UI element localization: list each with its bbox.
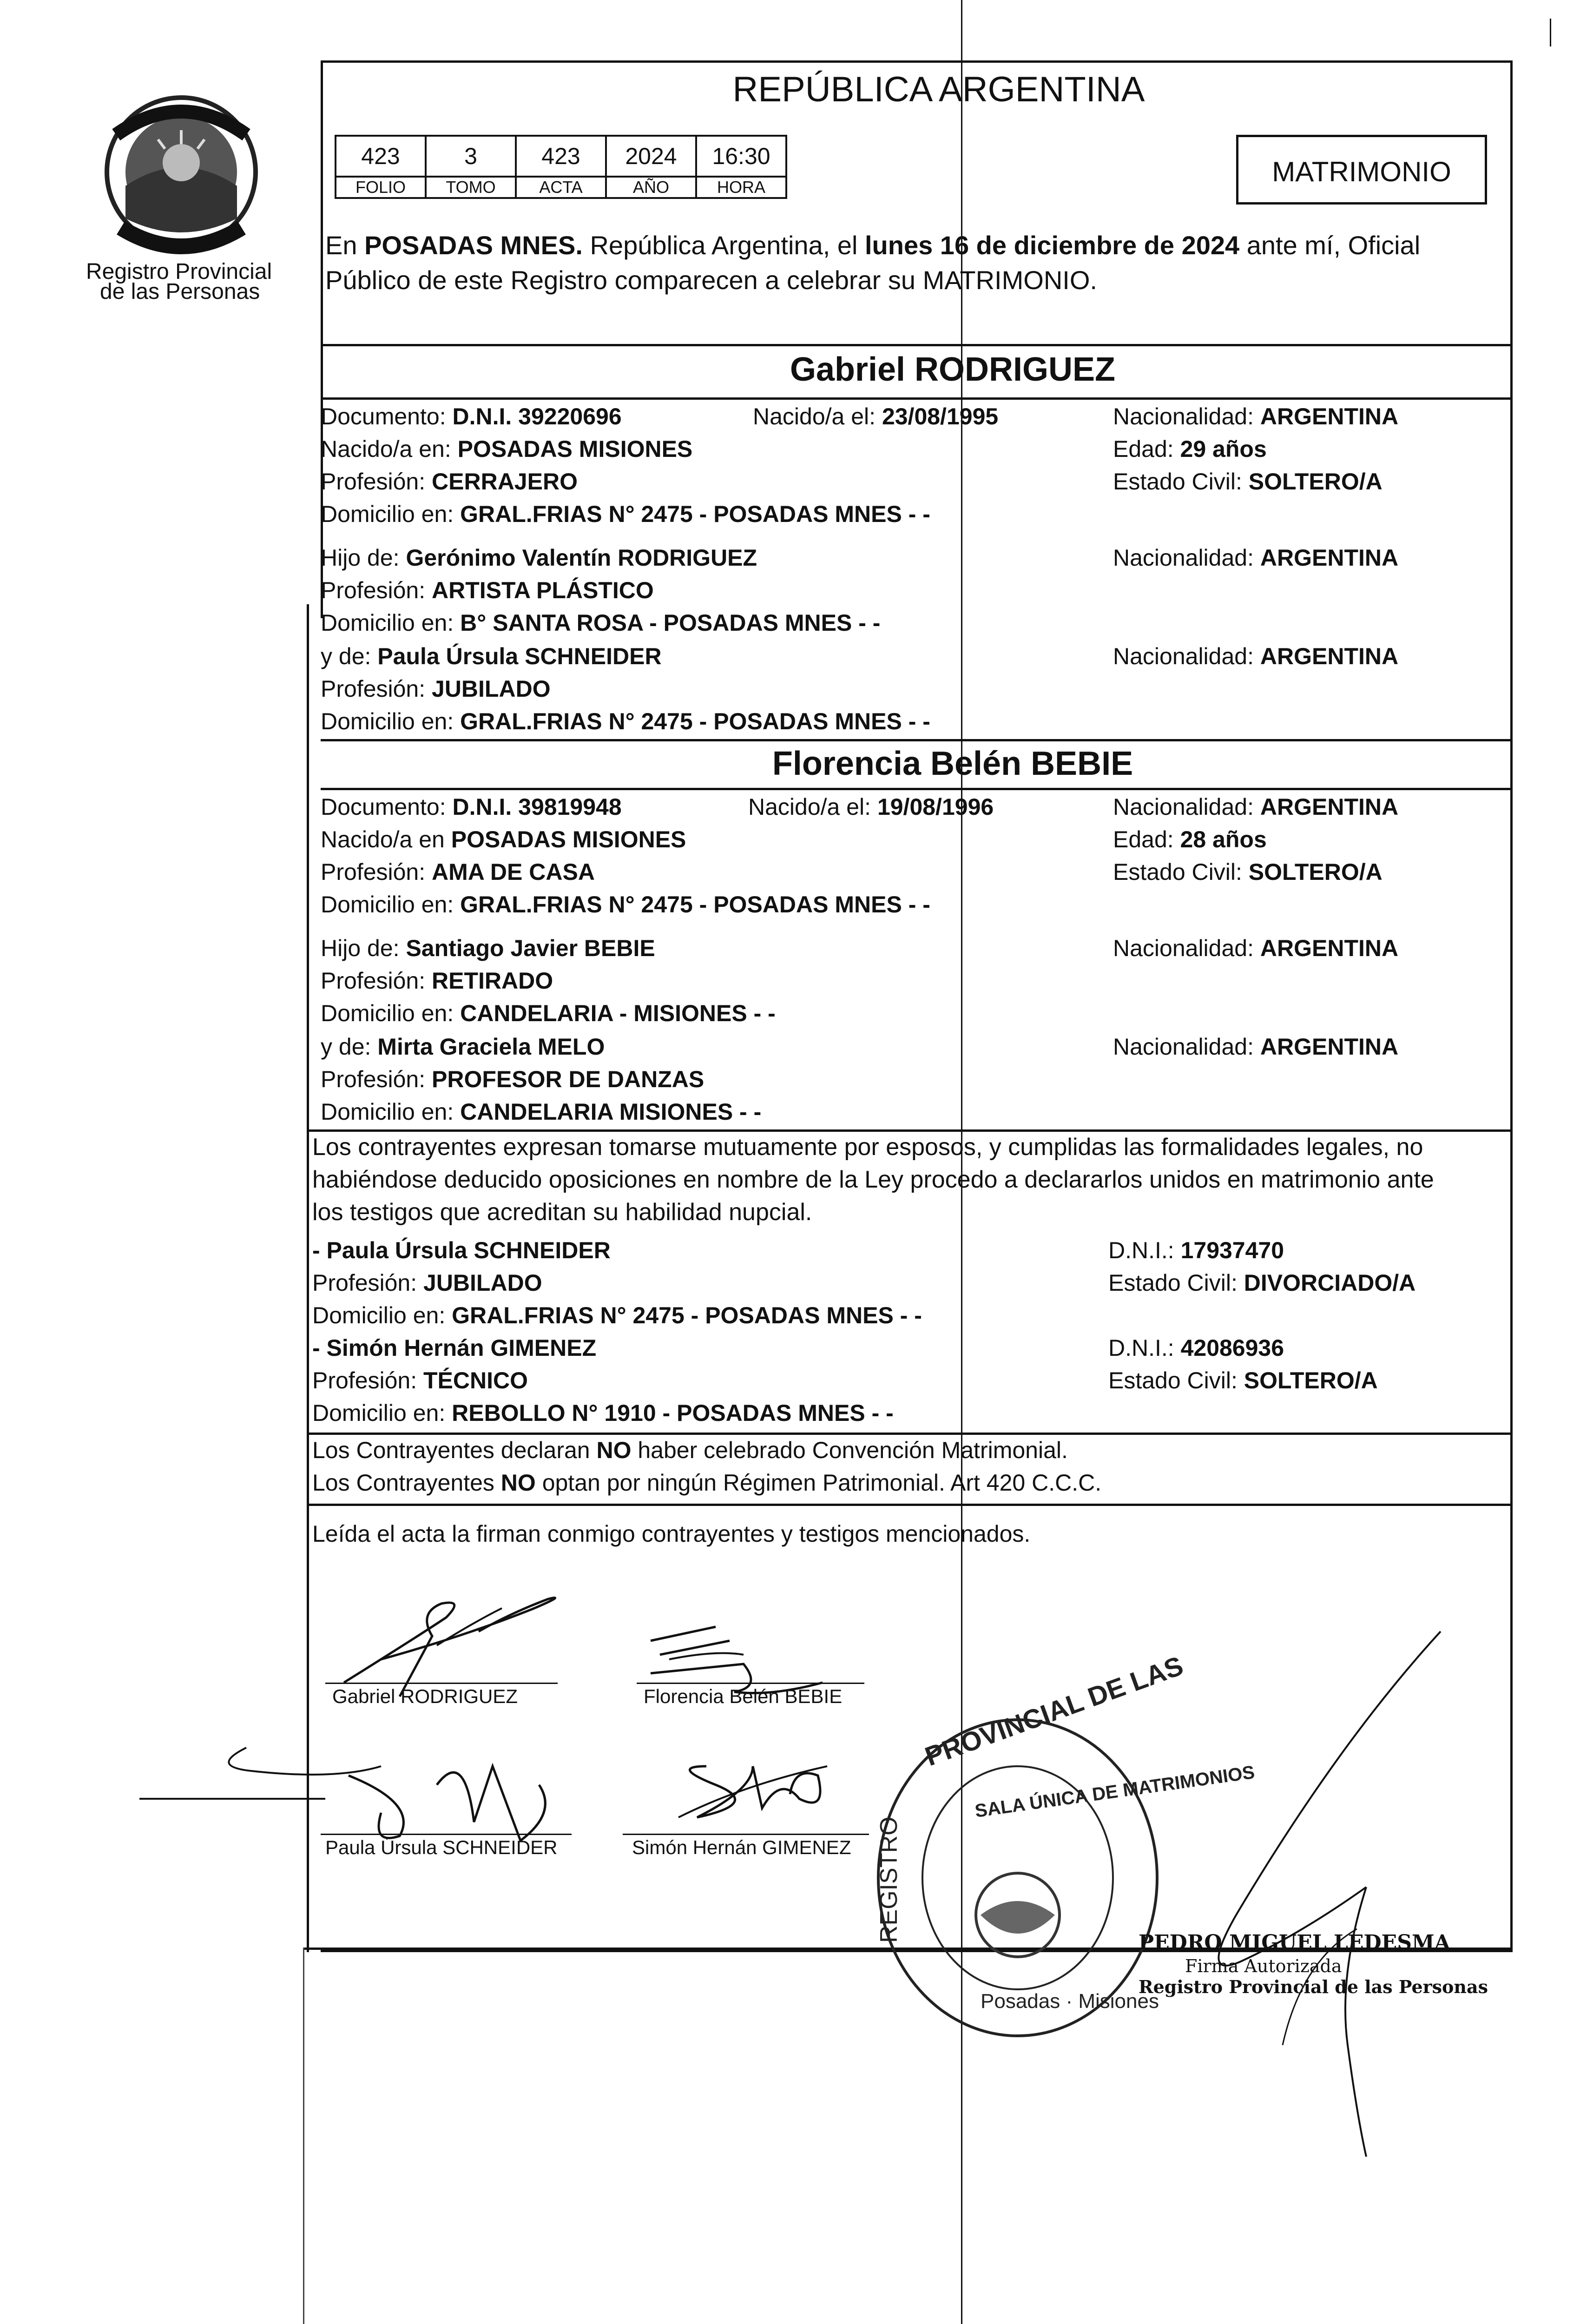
anio-label: AÑO	[606, 177, 696, 198]
scan-line-left	[303, 1948, 304, 2324]
bride-mother-nationality: Nacionalidad: ARGENTINA	[1113, 1034, 1399, 1060]
witness2-address: Domicilio en: REBOLLO N° 1910 - POSADAS MNES - -	[312, 1400, 894, 1426]
groom-birthplace: Nacido/a en: POSADAS MISIONES	[321, 436, 693, 462]
witness2-profession: Profesión: TÉCNICO	[312, 1367, 528, 1393]
bride-profession: Profesión: AMA DE CASA	[321, 859, 595, 885]
intro-place: POSADAS MNES.	[364, 231, 583, 260]
tomo-label: TOMO	[426, 177, 516, 198]
groom-mother-profession: Profesión: JUBILADO	[321, 676, 551, 702]
bride-age: Edad: 28 años	[1113, 826, 1267, 852]
groom-name: Gabriel RODRIGUEZ	[790, 351, 1116, 388]
official-name: PEDRO MIGUEL LEDESMA	[1139, 1931, 1450, 1954]
bride-mother-profession: Profesión: PROFESOR DE DANZAS	[321, 1066, 704, 1092]
groom-signature-label: Gabriel RODRIGUEZ	[332, 1685, 518, 1707]
svg-text:REGISTRO: REGISTRO	[876, 1816, 902, 1943]
act-type-box	[1236, 135, 1487, 205]
bride-address: Domicilio en: GRAL.FRIAS N° 2475 - POSADAS MNES - -	[321, 891, 930, 918]
witness1-profession: Profesión: JUBILADO	[312, 1270, 542, 1296]
registry-table	[335, 135, 787, 199]
act-type: MATRIMONIO	[1272, 156, 1451, 187]
svg-text:Posadas · Misiones: Posadas · Misiones	[981, 1990, 1159, 2013]
groom-mother: y de: Paula Úrsula SCHNEIDER	[321, 643, 662, 669]
witness2-name: - Simón Hernán GIMENEZ	[312, 1335, 597, 1361]
anio-value: 2024	[606, 136, 696, 177]
witness1-dni: D.N.I.: 17937470	[1108, 1237, 1284, 1263]
bride-born: Nacido/a el: 19/08/1996	[748, 794, 994, 820]
official-role: Firma Autorizada	[1185, 1956, 1342, 1976]
groom-age: Edad: 29 años	[1113, 436, 1267, 462]
witness2-signature-label: Simón Hernán GIMENEZ	[632, 1836, 851, 1858]
groom-profession: Profesión: CERRAJERO	[321, 469, 578, 495]
official-org: Registro Provincial de las Personas	[1139, 1976, 1488, 1997]
groom-mother-address: Domicilio en: GRAL.FRIAS N° 2475 - POSADAS MNES - -	[321, 708, 930, 734]
groom-father-nationality: Nacionalidad: ARGENTINA	[1113, 545, 1399, 571]
intro-line-1: En POSADAS MNES. República Argentina, el lunes 16 de diciembre de 2024 ante mí, Oficial	[325, 231, 1421, 260]
bride-father-address: Domicilio en: CANDELARIA - MISIONES - -	[321, 1000, 776, 1026]
groom-nationality: Nacionalidad: ARGENTINA	[1113, 403, 1399, 429]
bride-signature-label: Florencia Belén BEBIE	[644, 1685, 843, 1707]
bride-father-profession: Profesión: RETIRADO	[321, 968, 553, 994]
convention-2: Los Contrayentes NO optan por ningún Régimen Patrimonial. Art 420 C.C.C.	[312, 1470, 1102, 1496]
closing-text: Leída el acta la firman conmigo contrayentes y testigos mencionados.	[312, 1521, 1031, 1547]
witness2-dni: D.N.I.: 42086936	[1108, 1335, 1284, 1361]
provincial-emblem-icon	[88, 79, 274, 274]
bride-name: Florencia Belén BEBIE	[772, 745, 1133, 782]
registry-caption-1: Registro Provincial	[86, 259, 272, 284]
witness1-civil: Estado Civil: DIVORCIADO/A	[1108, 1270, 1416, 1296]
bride-mother: y de: Mirta Graciela MELO	[321, 1034, 605, 1060]
svg-text:PROVINCIAL DE LAS: PROVINCIAL DE LAS	[921, 1650, 1187, 1772]
intro-line-2: Público de este Registro comparecen a celebrar su MATRIMONIO.	[325, 265, 1097, 295]
bride-birthplace: Nacido/a en POSADAS MISIONES	[321, 826, 686, 852]
convention-1: Los Contrayentes declaran NO haber celebrado Convención Matrimonial.	[312, 1437, 1068, 1463]
groom-doc: Documento: D.N.I. 39220696	[321, 403, 622, 429]
witness1-signature-label: Paula Úrsula SCHNEIDER	[325, 1836, 558, 1858]
witness1-address: Domicilio en: GRAL.FRIAS N° 2475 - POSADAS MNES - -	[312, 1302, 922, 1328]
witness2-civil: Estado Civil: SOLTERO/A	[1108, 1367, 1378, 1393]
declaration-line-2: habiéndose deducido oposiciones en nombre de la Ley procedo a declararlos unidos en matrimonio ante	[312, 1166, 1434, 1193]
bride-father-nationality: Nacionalidad: ARGENTINA	[1113, 935, 1399, 961]
witness1-name: - Paula Úrsula SCHNEIDER	[312, 1237, 611, 1263]
witness2-signature-icon	[641, 1738, 864, 1831]
svg-text:SALA ÚNICA DE MATRIMONIOS: SALA ÚNICA DE MATRIMONIOS	[974, 1762, 1256, 1822]
groom-address: Domicilio en: GRAL.FRIAS N° 2475 - POSADAS MNES - -	[321, 501, 930, 527]
groom-civil: Estado Civil: SOLTERO/A	[1113, 469, 1382, 495]
declaration-line-3: los testigos que acreditan su habilidad nupcial.	[312, 1199, 812, 1226]
hora-label: HORA	[696, 177, 786, 198]
acta-label: ACTA	[516, 177, 606, 198]
official-signature-icon	[1106, 1627, 1468, 2161]
page-title: REPÚBLICA ARGENTINA	[732, 70, 1145, 109]
groom-mother-nationality: Nacionalidad: ARGENTINA	[1113, 643, 1399, 669]
registry-caption-2: de las Personas	[100, 279, 260, 304]
bride-mother-address: Domicilio en: CANDELARIA MISIONES - -	[321, 1099, 762, 1125]
groom-born: Nacido/a el: 23/08/1995	[753, 403, 999, 429]
folio-label: FOLIO	[336, 177, 426, 198]
intro-date: lunes 16 de diciembre de 2024	[864, 231, 1240, 260]
acta-value: 423	[516, 136, 606, 177]
groom-father-address: Domicilio en: B° SANTA ROSA - POSADAS MNES - -	[321, 610, 881, 636]
bride-civil: Estado Civil: SOLTERO/A	[1113, 859, 1382, 885]
hora-value: 16:30	[696, 136, 786, 177]
declaration-line-1: Los contrayentes expresan tomarse mutuamente por esposos, y cumplidas las formalidades legales, no	[312, 1134, 1423, 1161]
bride-nationality: Nacionalidad: ARGENTINA	[1113, 794, 1399, 820]
bride-doc: Documento: D.N.I. 39819948	[321, 794, 622, 820]
groom-father-profession: Profesión: ARTISTA PLÁSTICO	[321, 577, 654, 603]
provincial-seal	[88, 79, 274, 274]
tomo-value: 3	[426, 136, 516, 177]
groom-father: Hijo de: Gerónimo Valentín RODRIGUEZ	[321, 545, 757, 571]
folio-value: 423	[336, 136, 426, 177]
bride-father: Hijo de: Santiago Javier BEBIE	[321, 935, 655, 961]
